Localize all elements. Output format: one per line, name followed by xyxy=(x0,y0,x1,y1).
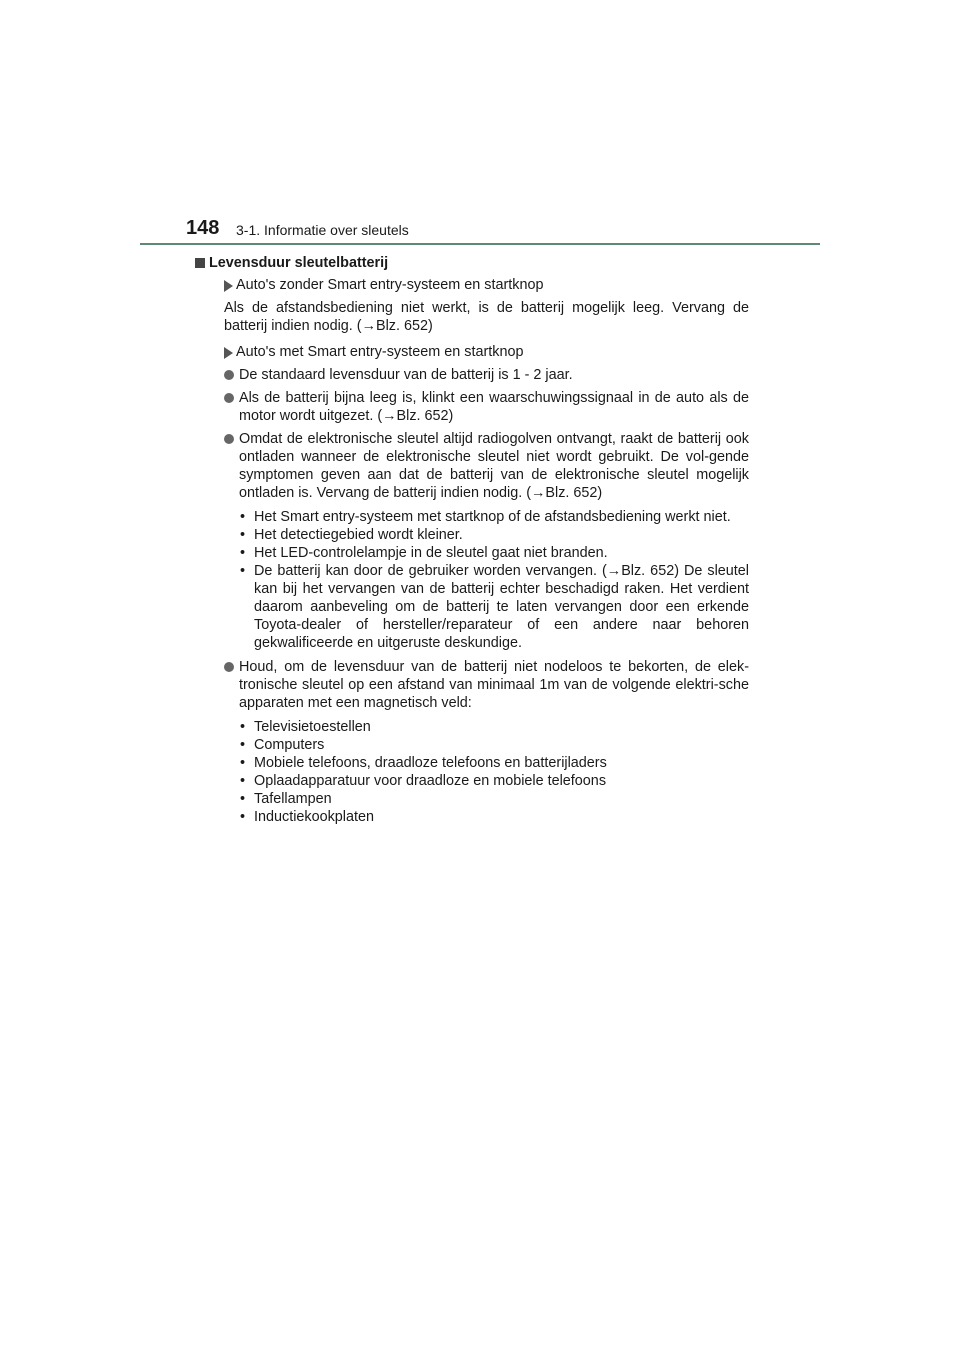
heading-text: Levensduur sleutelbatterij xyxy=(209,255,389,271)
symptom-item: • Het LED-controlelampje in de sleutel gaat niet branden. xyxy=(240,545,608,561)
section-heading xyxy=(195,254,735,272)
symptom-item: • Het detectiegebied wordt kleiner. xyxy=(240,527,463,543)
arrow-right-icon xyxy=(224,280,233,292)
circle-bullet-icon xyxy=(224,434,234,444)
circle-bullet-icon xyxy=(224,370,234,380)
circle-bullet-icon xyxy=(224,662,234,672)
page-header xyxy=(186,216,820,246)
device-item: • Televisietoestellen xyxy=(240,719,371,735)
device-item: • Inductiekookplaten xyxy=(240,809,375,825)
list-item: Omdat de elektronische sleutel altijd radiogolven ontvangt, raakt de batterij ook ontladen wanneer de elektronische sleutel niet wordt gebruikt. De vol-gende symptomen geven aan dat de batterij van de elektronische sleutel mogelijk ontladen is. Vervang de batterij indien nodig. (→Blz. 652) xyxy=(224,430,749,502)
case-description: Als de afstandsbediening niet werkt, is de batterij mogelijk leeg. Vervang de batterij indien nodig. (→Blz. 652) xyxy=(224,300,749,334)
list-item: De standaard levensduur van de batterij is 1 - 2 jaar. xyxy=(224,366,749,384)
square-bullet-icon xyxy=(195,258,205,268)
main-content xyxy=(209,254,749,832)
list-item: Als de batterij bijna leeg is, klinkt een waarschuwingssignaal in de auto als de motor wordt uitgezet. (→Blz. 652) xyxy=(224,389,749,425)
list-item: Houd, om de levensduur van de batterij niet nodeloos te bekorten, de elek-tronische sleutel op een afstand van minimaal 1m van de volgende elektri-sche apparaten met een magnetisch veld: xyxy=(224,658,749,712)
device-list xyxy=(239,718,749,826)
symptom-list xyxy=(239,508,749,652)
device-item: • Oplaadapparatuur voor draadloze en mobiele telefoons xyxy=(240,773,607,789)
arrow-right-icon xyxy=(224,347,233,359)
case-label: Auto's met Smart entry-systeem en startknop xyxy=(236,344,524,360)
symptom-item: • De batterij kan door de gebruiker worden vervangen. (→Blz. 652) De sleutel kan bij het vervangen van de batterij echter beschadigd raken. Het verdient daarom aanbeveling om de batterij te laten vervangen door een erkende Toyota-dealer of hersteller/reparateur of een andere naar behoren gekwalificeerde en uitgeruste deskundige. xyxy=(240,563,749,651)
section-title: 3-1. Informatie over sleutels xyxy=(236,222,409,238)
case-without-smart-entry xyxy=(224,276,749,294)
circle-bullet-icon xyxy=(224,393,234,403)
case-label: Auto's zonder Smart entry-systeem en startknop xyxy=(236,277,544,293)
device-item: • Tafellampen xyxy=(240,791,332,807)
symptom-item: • Het Smart entry-systeem met startknop of de afstandsbediening werkt niet. xyxy=(240,509,731,525)
device-item: • Computers xyxy=(240,737,325,753)
page-number: 148 xyxy=(186,217,220,239)
device-item: • Mobiele telefoons, draadloze telefoons en batterijladers xyxy=(240,755,607,771)
case-with-smart-entry xyxy=(224,343,749,361)
header-divider xyxy=(140,243,820,245)
